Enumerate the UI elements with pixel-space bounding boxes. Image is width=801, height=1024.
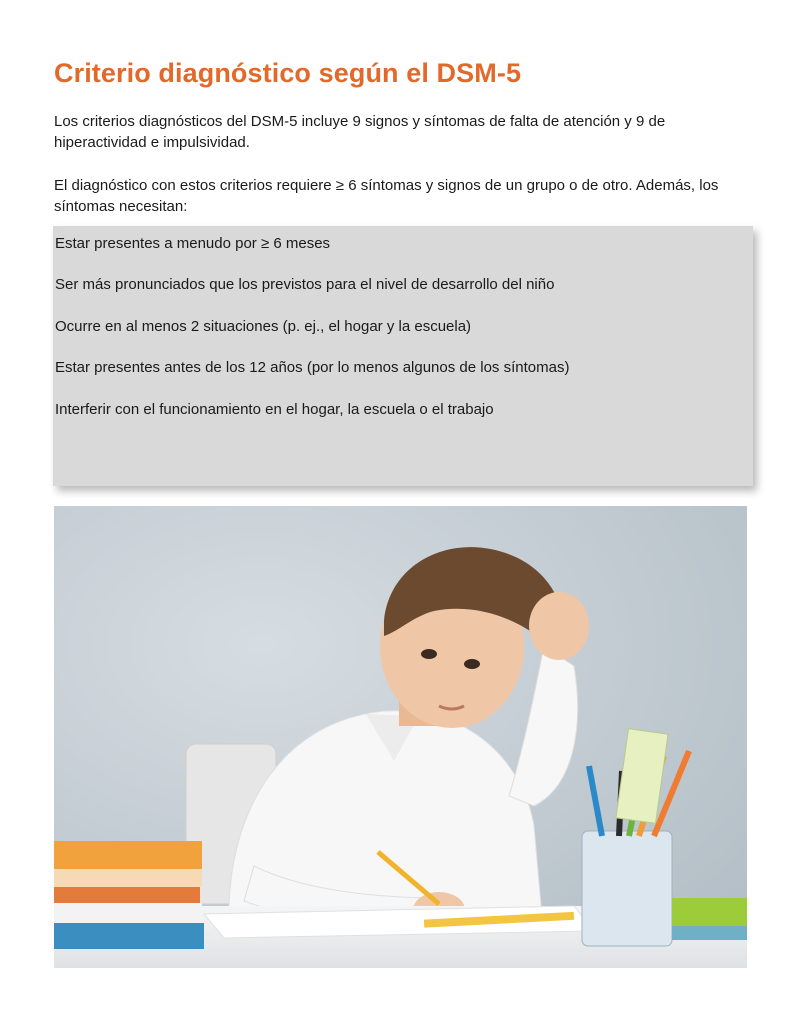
criteria-item: Ser más pronunciados que los previstos para el nivel de desarrollo del niño: [55, 276, 555, 293]
requirement-paragraph: El diagnóstico con estos criterios requiere ≥ 6 síntomas y signos de un grupo o de otro. Además, los síntomas necesitan:: [54, 177, 719, 215]
criteria-item: Estar presentes a menudo por ≥ 6 meses: [55, 235, 331, 252]
notebook: [672, 898, 747, 926]
criteria-item: Estar presentes antes de los 12 años (por lo menos algunos de los síntomas): [55, 359, 570, 376]
criteria-item: Interferir con el funcionamiento en el hogar, la escuela o el trabajo: [55, 401, 494, 418]
criteria-item: Ocurre en al menos 2 situaciones (p. ej., el hogar y la escuela): [55, 318, 472, 335]
notebook: [672, 926, 747, 940]
hand-on-head: [529, 592, 589, 660]
book: [54, 869, 202, 887]
student-photo: [54, 506, 747, 968]
book: [54, 887, 200, 903]
page-title: Criterio diagnóstico según el DSM-5: [54, 58, 522, 88]
book: [54, 923, 204, 949]
book: [54, 903, 202, 923]
criteria-box: [53, 226, 753, 486]
left-eye: [421, 649, 437, 659]
intro-paragraph: Los criterios diagnósticos del DSM-5 incluye 9 signos y síntomas de falta de atención y 9 de hiperactividad e impulsividad.: [54, 113, 666, 151]
right-eye: [464, 659, 480, 669]
pencil-cup: [582, 831, 672, 946]
book: [54, 841, 202, 869]
student-photo-illustration: [54, 506, 747, 968]
